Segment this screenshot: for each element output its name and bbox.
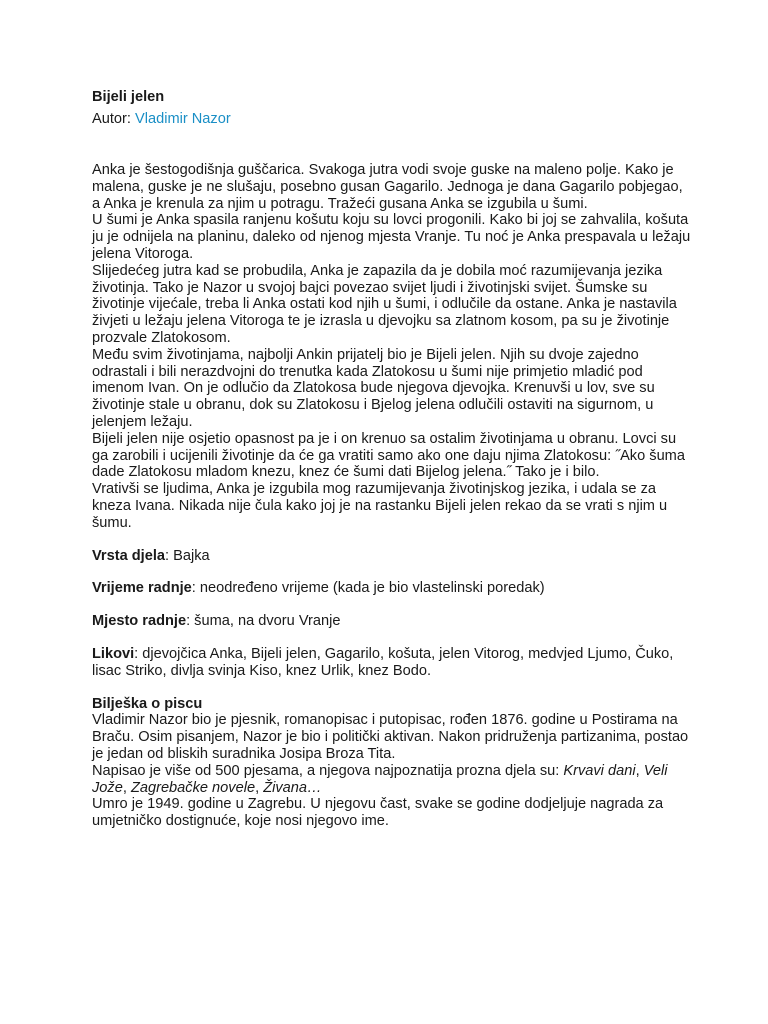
separator: ,: [635, 762, 644, 779]
ellipsis: …: [307, 779, 322, 796]
story-summary: [92, 162, 692, 532]
meta-label: Mjesto radnje: [92, 613, 187, 630]
bio-heading: Bilješka o piscu: [92, 695, 203, 712]
author-bio: [92, 712, 692, 830]
work-title: Živana: [263, 779, 307, 796]
separator: ,: [255, 779, 264, 796]
story-paragraph: U šumi je Anka spasila ranjenu košutu koju su lovci progonili. Kako bi joj se zahvalila, košuta ju je odnijela na planinu, daleko od njenog mjesta Vranje. Tu noć je Anka prespavala u ležaju jelena Vitoroga.: [92, 212, 691, 262]
meta-value: : šuma, na dvoru Vranje: [186, 613, 341, 630]
author-line: [92, 110, 692, 128]
work-title: Zagrebačke novele: [130, 779, 256, 796]
author-link[interactable]: Vladimir Nazor: [135, 111, 231, 127]
story-paragraph: Anka je šestogodišnja guščarica. Svakoga jutra vodi svoje guske na maleno polje. Kako je malena, guske je ne slušaju, posebno gusan Gagarilo. Jednoga je dana Gagarilo pobjegao, a Anka je krenula za njim u potragu. Tražeći gusana Anka se izgubila u šumi.: [92, 162, 683, 212]
meta-label: Vrsta djela: [92, 547, 166, 564]
document-page: [92, 88, 692, 830]
story-paragraph: Slijedećeg jutra kad se probudila, Anka je zapazila da je dobila moć razumijevanja jezika životinja. Tako je Nazor u svojoj bajci povezao svijet ljudi i životinjski svijet. Šumske su životinje vijećale, treba li Anka ostati kod njih u šumi, i odlučile da ostane. Anka je nastavila živjeti u ležaju jelena Vitoroga te je izrasla u djevojku sa zlatnom kosom, pa su je životinje prozvale Zlatokosom.: [92, 262, 677, 346]
story-paragraph: Bijeli jelen nije osjetio opasnost pa je i on krenuo sa ostalim životinjama u obranu. Lovci su ga zarobili i ucijenili životinje da će ga vratiti samo ako one daju njima Zlatokosu: ˝Ako šuma dade Zlatokosu mladom knezu, knez će šumi dati Bijelog jelena.˝ Tako je i bilo.: [92, 430, 685, 481]
author-prefix: Autor:: [92, 111, 135, 127]
document-title: Bijeli jelen: [92, 89, 165, 105]
meta-value: : Bajka: [165, 547, 210, 564]
story-paragraph: Među svim životinjama, najbolji Ankin prijatelj bio je Bijeli jelen. Njih su dvoje zajedno odrastali i bili nerazdvojni do trenutka kada Zlatokosu u šumi nije primjetio mladić pod imenom Ivan. On je odlučio da Zlatokosa bude njegova djevojka. Krenuvši u lov, sve su životinje stale u obranu, dok su Zlatokosu i Bjelog jelena odlučili ostaviti na sigurnom, u jelenjem ležaju.: [92, 346, 655, 430]
meta-label: Likovi: [92, 645, 135, 662]
meta-value: : neodređeno vrijeme (kada je bio vlastelinski poredak): [191, 580, 545, 597]
bio-paragraph: Umro je 1949. godine u Zagrebu. U njegovu čast, svake se godine dodjeljuje nagrada za umjetničko dostignuće, koje nosi njegovo ime.: [92, 796, 664, 830]
meta-place: [92, 613, 692, 630]
bio-works-prefix: Napisao je više od 500 pjesama, a njegova najpoznatija prozna djela su:: [92, 762, 564, 779]
work-title: Veli Jože: [92, 762, 668, 796]
work-title: Krvavi dani: [563, 762, 636, 779]
bio-paragraph: Vladimir Nazor bio je pjesnik, romanopisac i putopisac, rođen 1876. godine u Postirama na Braču. Osim pisanjem, Nazor je bio i politički aktivan. Nakon pridruženja partizanima, postao je jedan od bliskih suradnika Josipa Broza Tita.: [92, 712, 689, 762]
story-paragraph: Vrativši se ljudima, Anka je izgubila mog razumijevanja životinjskog jezika, i udala se za kneza Ivana. Nikada nije čula kako joj je na rastanku Bijeli jelen rekao da se vrati s njim u šumu.: [92, 481, 668, 531]
meta-genre: [92, 548, 692, 565]
meta-value: : djevojčica Anka, Bijeli jelen, Gagarilo, košuta, jelen Vitorog, medvjed Ljumo, Čuko, lisac Striko, divlja svinja Kiso, knez Urlik, knez Bodo.: [92, 645, 674, 679]
bio-works-paragraph: [92, 763, 692, 797]
meta-time: [92, 580, 692, 597]
separator: ,: [122, 779, 131, 796]
meta-label: Vrijeme radnje: [92, 580, 192, 597]
meta-characters: [92, 646, 692, 680]
